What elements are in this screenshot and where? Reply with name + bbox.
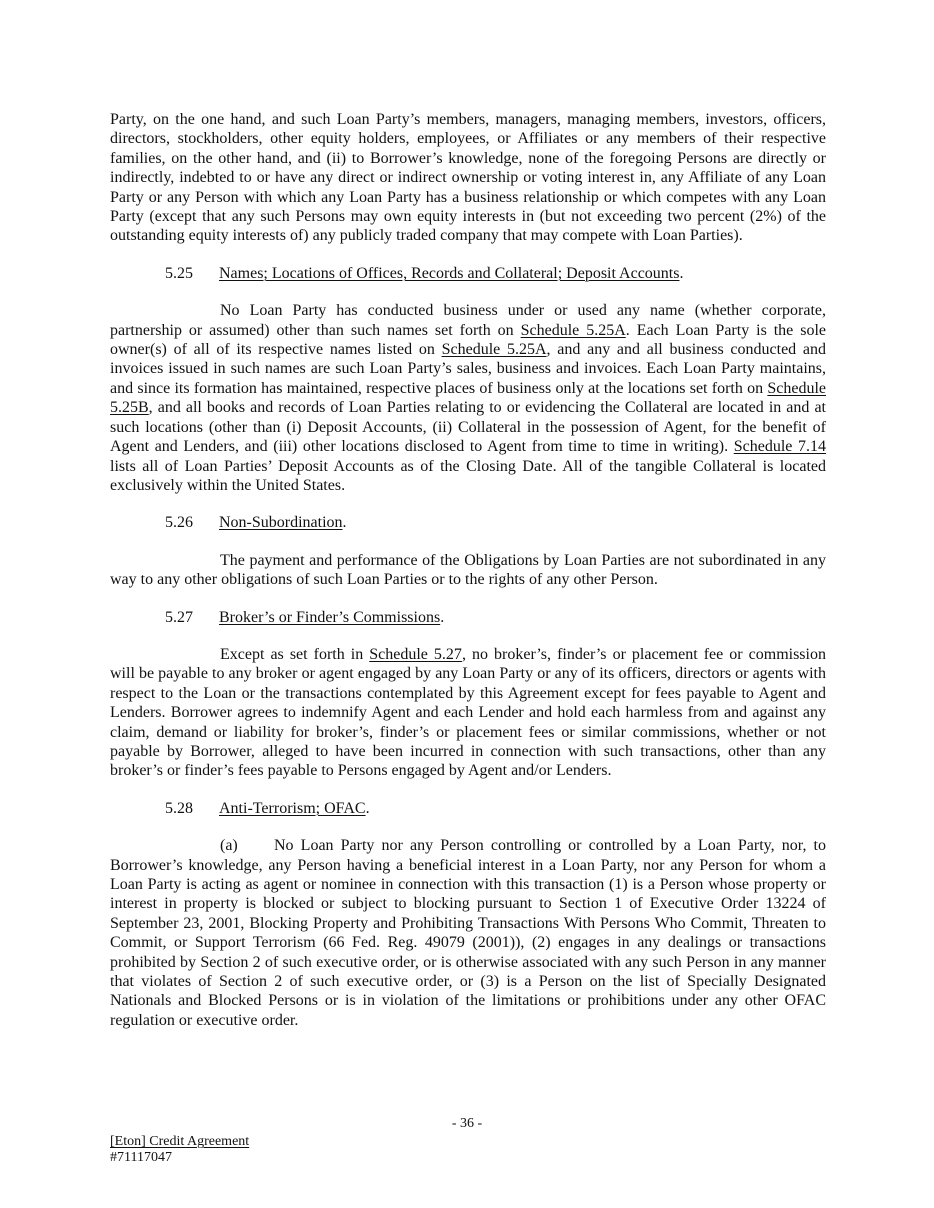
page-number: - 36 - (451, 1116, 483, 1131)
schedule-reference: Schedule 7.14 (733, 438, 827, 456)
title-period: . (679, 264, 684, 282)
document-id: #71117047 (110, 1150, 172, 1165)
subsection-label: (a) (220, 837, 238, 855)
continuation-paragraph: Party, on the one hand, and such Loan Party’s members, managers, managing members, investors, officers, directors, stockholders, other equity holders, employees, or Affiliates or any members of their respective families, on the other hand, and (ii) to Borrower’s knowledge, none of the foregoing Persons are directly or indirectly, indebted to or have any direct or indirect ownership or voting interest in, any Affiliate of any Loan Party or any Person with which any Loan Party has a business relationship or which competes with any Loan Party (except that any such Persons may own equity interests in (but not exceeding two percent (2%) of the outstanding equity interests of) any publicly traded company that may compete with Loan Parties). (110, 111, 826, 245)
schedule-reference: Schedule 5.25A (520, 321, 626, 339)
title-period: . (440, 608, 445, 626)
section-body-5-27 (110, 645, 826, 781)
document-name: [Eton] Credit Agreement (110, 1134, 250, 1149)
section-body-5-25 (110, 301, 826, 495)
schedule-reference: Schedule 5.27 (369, 645, 462, 663)
title-period: . (342, 514, 347, 532)
section-number: 5.25 (165, 264, 193, 282)
section-title: Anti-Terrorism; OFAC (219, 799, 366, 817)
body-text: , and all books and records of Loan Parties relating to or evidencing the Collateral are located in and at such locations (other than (i) Deposit Accounts, (ii) Collateral in the possession of Agent, for the benefit of Agent and Lenders, and (iii) other locations disclosed to Agent from time to time in writing). (110, 399, 826, 456)
section-number: 5.27 (165, 608, 193, 626)
document-page (110, 110, 826, 1030)
section-heading-5-26 (110, 513, 826, 532)
title-period: . (365, 799, 370, 817)
schedule-reference: Schedule 5.25B (110, 379, 826, 417)
body-text: No Loan Party has conducted business under or used any name (whether corporate, partnership or assumed) other than such names set forth on (110, 302, 826, 339)
section-title: Names; Locations of Offices, Records and Collateral; Deposit Accounts (219, 264, 680, 282)
body-text: , and any and all business conducted and invoices issued in such names are such Loan Party’s sales, business and invoices. Each Loan Party maintains, and since its formation has maintained, respective places of business only at the locations set forth on (110, 341, 827, 397)
section-body-5-28-a (110, 836, 826, 1030)
schedule-reference: Schedule 5.25A (441, 341, 547, 359)
section-body-5-26 (110, 551, 826, 590)
body-text: . Each Loan Party is the sole owner(s) of all of its respective names listed on (110, 321, 826, 359)
body-text: The payment and performance of the Obligations by Loan Parties are not subordinated in any way to any other obligations of such Loan Parties or to the rights of any other Person. (110, 551, 826, 589)
section-heading-5-25 (110, 264, 826, 283)
document-footer (110, 1134, 249, 1166)
section-number: 5.28 (165, 799, 193, 817)
body-text: , no broker’s, finder’s or placement fee or commission will be payable to any broker or agent engaged by any Loan Party or any of its officers, directors or agents with respect to the Loan or the transactions contemplated by this Agreement except for fees payable to Agent and Lenders. Borrower agrees to indemnify Agent and each Lender and hold each harmless from and against any claim, demand or liability for broker’s, finder’s or placement fees or similar commissions, whether or not payable by Borrower, alleged to have been incurred in connection with such transactions, other than any broker’s or finder’s fees payable to Persons engaged by Agent and/or Lenders. (110, 645, 826, 780)
section-number: 5.26 (165, 514, 193, 532)
body-text: No Loan Party nor any Person controlling or controlled by a Loan Party, nor, to Borrower’s knowledge, any Person having a beneficial interest in a Loan Party, nor any Person for whom a Loan Party is acting as agent or nominee in connection with this transaction (1) is a Person whose property or interest in property is blocked or subject to blocking pursuant to Section 1 of Executive Order 13224 of September 23, 2001, Blocking Property and Prohibiting Transactions With Persons Who Commit, Threaten to Commit, or Support Terrorism (66 Fed. Reg. 49079 (2001)), (2) engages in any dealings or transactions prohibited by Section 2 of such executive order, or is otherwise associated with any such Person in any manner that violates of Section 2 of such executive order, or (3) is a Person on the list of Specially Designated Nationals and Blocked Persons or is in violation of the limitations or prohibitions under any other OFAC regulation or executive order. (110, 837, 826, 1029)
body-text: Except as set forth in (220, 645, 370, 663)
section-title: Non-Subordination (219, 514, 343, 532)
section-heading-5-28 (110, 799, 826, 818)
section-title: Broker’s or Finder’s Commissions (219, 608, 441, 626)
section-heading-5-27 (110, 608, 826, 627)
body-text: lists all of Loan Parties’ Deposit Accounts as of the Closing Date. All of the tangible Collateral is located exclusively within the United States. (110, 457, 826, 494)
